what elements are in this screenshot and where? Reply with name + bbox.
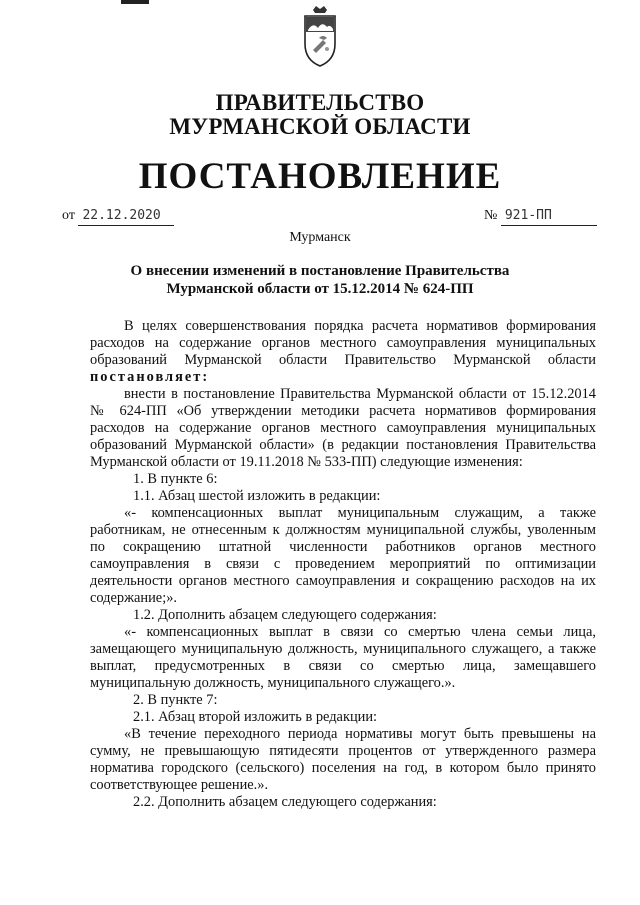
paragraph-item-2-2: 2.2. Дополнить абзацем следующего содержания: — [133, 794, 437, 810]
decree-title — [130, 262, 510, 298]
paragraph-item-2: 2. В пункте 7: — [133, 692, 218, 708]
decree-date — [62, 207, 174, 226]
date-value: 22.12.2020 — [78, 207, 174, 226]
paragraph-preamble — [90, 318, 596, 386]
paragraph-item-1-2: 1.2. Дополнить абзацем следующего содержания: — [133, 607, 437, 623]
title-line1: О внесении изменений в постановление Правительства — [130, 263, 510, 279]
title-line2: Мурманской области от 15.12.2014 № 624-ПП — [166, 281, 474, 297]
decree-number — [484, 207, 597, 226]
number-prefix: № — [484, 208, 498, 223]
paragraph-item-2-1: 2.1. Абзац второй изложить в редакции: — [133, 709, 378, 725]
paragraph-quote-3: «В течение переходного периода нормативы могут быть превышены на сумму, не превышающую пятидесяти процентов от утвержденного размера норматива городского (сельского) поселения на год, в котором было принято соответствующее решение.». — [90, 726, 596, 793]
paragraph-quote-1: «- компенсационных выплат муниципальным служащим, а также работникам, не отнесенным к должностям муниципальной службы, уволенным по сокращению штатной численности работников органов местного самоуправления в связи с проведением мероприятий по оптимизации деятельности органов местного самоуправления и сокращению расходов на их содержание;». — [90, 505, 596, 606]
number-value: 921-ПП — [501, 207, 597, 226]
paragraph-quote-2: «- компенсационных выплат в связи со смертью члена семьи лица, замещающего муниципальную должность, муниципального служащего, а также выплат, предусмотренных в связи со смертью лица, замещавшего муниципальную должность, муниципального служащего.». — [90, 624, 596, 691]
government-name-line1: ПРАВИТЕЛЬСТВО — [215, 90, 425, 115]
preamble-emphasis: постановляет: — [90, 369, 210, 385]
decree-body — [90, 318, 596, 811]
scan-mark — [121, 0, 149, 4]
preamble-text: В целях совершенствования порядка расчета нормативов формирования расходов на содержание органов местного самоуправления муниципальных образований Мурманской области Правительство Мурманской области — [90, 318, 596, 368]
paragraph-resolution: внести в постановление Правительства Мурманской области от 15.12.2014 № 624-ПП «Об утверждении методики расчета нормативов формирования расходов на содержание органов местного самоуправления муниципальных образований Мурманской области» (в редакции постановления Правительства Мурманской области от 19.11.2018 № 533-ПП) следующие изменения: — [90, 386, 596, 470]
paragraph-item-1-1: 1.1. Абзац шестой изложить в редакции: — [133, 488, 381, 504]
city-name: Мурманск — [289, 230, 351, 245]
paragraph-item-1: 1. В пункте 6: — [133, 471, 218, 487]
coat-of-arms-icon — [299, 4, 341, 68]
government-name-line2: МУРМАНСКОЙ ОБЛАСТИ — [169, 114, 471, 139]
date-prefix: от — [62, 208, 75, 223]
document-type-heading: ПОСТАНОВЛЕНИЕ — [138, 156, 502, 197]
